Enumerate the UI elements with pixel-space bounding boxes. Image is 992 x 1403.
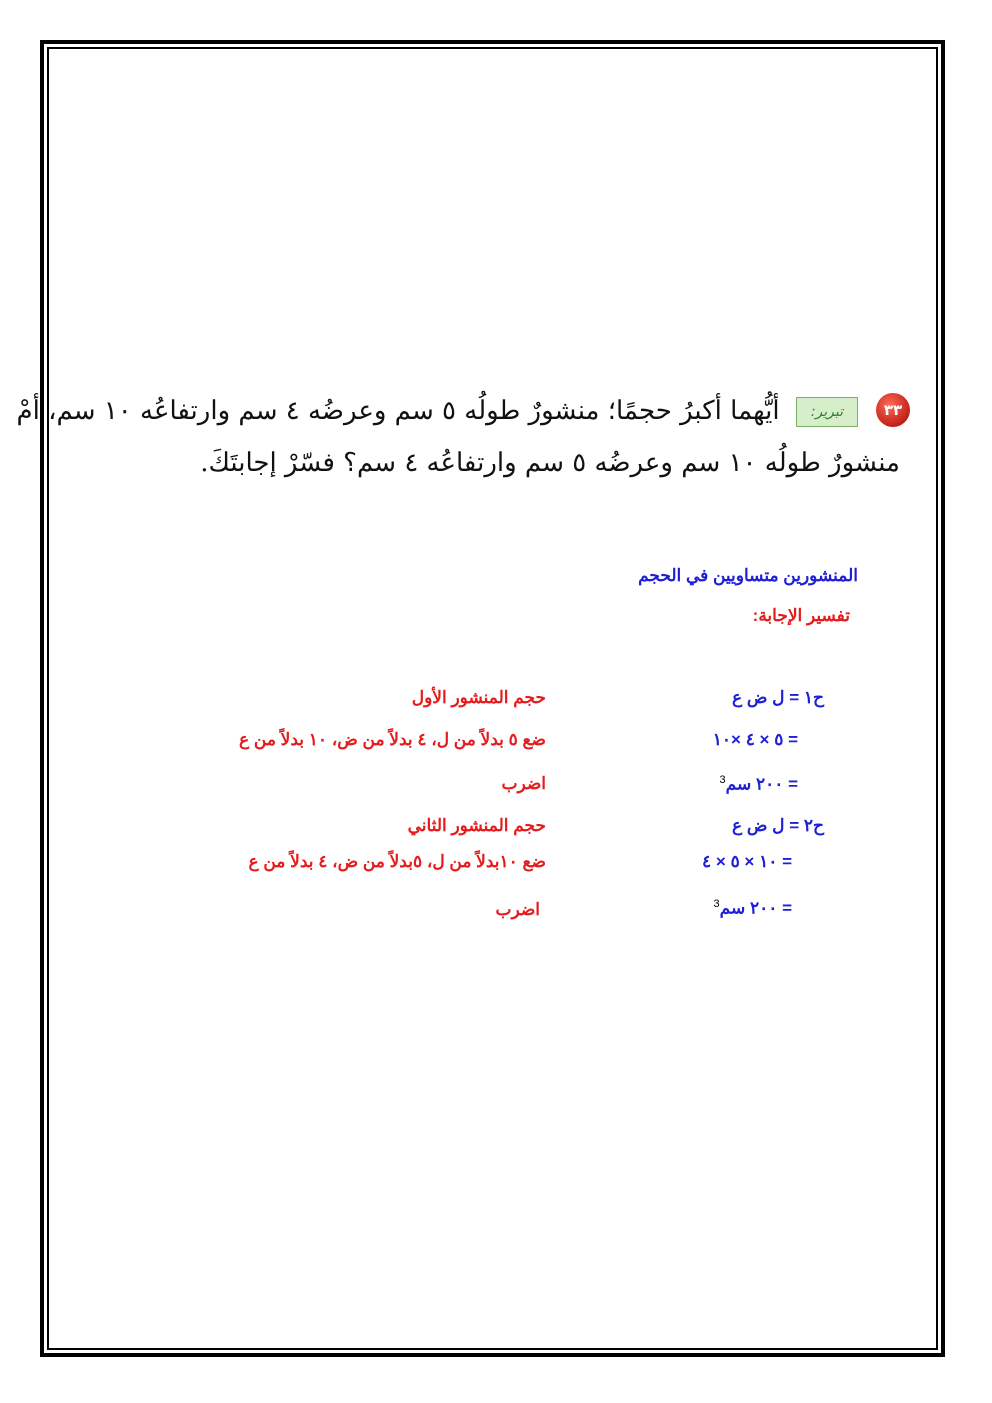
formula-3-text: = ٢٠٠ سم <box>725 774 798 794</box>
formula-4: ح٢ = ل ض ع <box>732 816 824 835</box>
reasoning-tag: تبرير: <box>796 397 858 427</box>
problem-line-2: منشورٌ طولُه ١٠ سم وعرضُه ٥ سم وارتفاعُه ٤ سم؟ فسّرْ إجابتَكَ. <box>200 448 900 478</box>
cubic-exponent-1: 3 <box>719 774 726 786</box>
problem-statement <box>16 385 910 489</box>
note-4: حجم المنشور الثاني <box>407 816 546 835</box>
note-6: اضرب <box>495 900 540 919</box>
answer-statement: المنشورين متساويين في الحجم <box>638 566 858 585</box>
note-5: ضع ١٠بدلاً من ل، ٥بدلاً من ض، ٤ بدلاً من ع <box>248 852 546 871</box>
formula-6-text: = ٢٠٠ سم <box>719 898 792 918</box>
question-number-badge: ٣٣ <box>876 393 910 427</box>
formula-6 <box>714 898 792 919</box>
problem-line-1: أيُّهما أكبرُ حجمًا؛ منشورٌ طولُه ٥ سم وعرضُه ٤ سم وارتفاعُه ١٠ سم، أمْ <box>16 396 780 426</box>
note-1: حجم المنشور الأول <box>411 688 546 707</box>
note-2: ضع ٥ بدلاً من ل، ٤ بدلاً من ض، ١٠ بدلاً من ع <box>239 730 546 749</box>
formula-3 <box>720 774 798 795</box>
formula-5: = ١٠ × ٥ × ٤ <box>702 852 792 871</box>
explanation-heading: تفسير الإجابة: <box>752 606 850 625</box>
formula-1: ح١ = ل ض ع <box>732 688 824 707</box>
note-3: اضرب <box>501 774 546 793</box>
formula-2: = ٥ × ٤ ×١٠ <box>712 730 798 749</box>
cubic-exponent-2: 3 <box>713 898 720 910</box>
